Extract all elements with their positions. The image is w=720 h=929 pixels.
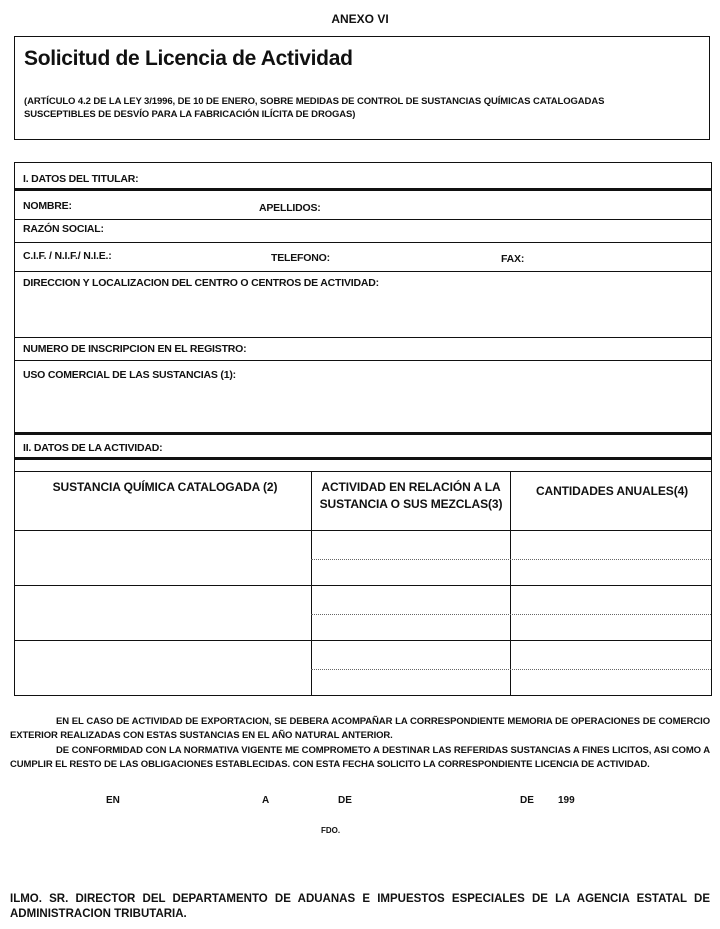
column-header-activity: ACTIVIDAD EN RELACIÓN A LA SUSTANCIA O SUS MEZCLAS(3) [319, 480, 503, 511]
sub-row-line [311, 614, 711, 615]
place-label: EN [106, 795, 120, 806]
month-label: DE [338, 795, 352, 806]
divider [15, 271, 711, 272]
divider [15, 242, 711, 243]
divider [15, 360, 711, 361]
table-row-divider [15, 530, 711, 531]
addressee: ILMO. SR. DIRECTOR DEL DEPARTAMENTO DE ADUANAS E IMPUESTOS ESPECIALES DE LA AGENCIA ESTATAL DE ADMINISTRACION TRIBUTARIA. [10, 893, 710, 920]
day-label: A [262, 795, 270, 806]
column-header-substance: SUSTANCIA QUÍMICA CATALOGADA (2) [52, 480, 278, 494]
column-divider [510, 471, 511, 695]
year-prefix-label: DE [520, 795, 534, 806]
table-row-divider [15, 640, 711, 641]
section1-heading: I. DATOS DEL TITULAR: [23, 173, 139, 185]
divider [15, 457, 711, 460]
inscripcion-label: NUMERO DE INSCRIPCION EN EL REGISTRO: [23, 343, 247, 355]
year-label: 199 [558, 795, 575, 806]
fax-label: FAX: [501, 253, 525, 265]
signature-label: FDO. [321, 826, 341, 835]
nombre-label: NOMBRE: [23, 200, 72, 212]
direccion-label: DIRECCION Y LOCALIZACION DEL CENTRO O CENTROS DE ACTIVIDAD: [23, 277, 379, 289]
form-body [14, 162, 712, 696]
divider [15, 337, 711, 338]
form-title: Solicitud de Licencia de Actividad [24, 47, 353, 70]
commitment-text: DE CONFORMIDAD CON LA NORMATIVA VIGENTE ME COMPROMETO A DESTINAR LAS REFERIDAS SUSTANCIAS A FINES LICITOS, ASI COMO A CUMPLIR EL RESTO DE LAS OBLIGACIONES ESTABLECIDAS. CON ESTA FECHA SOLICITO LA CORRESPONDIENTE LICENCIA DE ACTIVIDAD. [10, 745, 710, 770]
form-subtitle: (ARTÍCULO 4.2 DE LA LEY 3/1996, DE 10 DE ENERO, SOBRE MEDIDAS DE CONTROL DE SUSTANCIAS QUÍMICAS CATALOGADAS SUSCEPTIBLES DE DESVÍO PARA LA FABRICACIÓN ILÍCITA DE DROGAS) [24, 96, 605, 120]
section2-heading: II. DATOS DE LA ACTIVIDAD: [23, 442, 163, 454]
telefono-label: TELEFONO: [271, 252, 330, 264]
annex-label: ANEXO VI [331, 12, 389, 26]
sub-row-line [311, 559, 711, 560]
razon-social-label: RAZÓN SOCIAL: [23, 223, 104, 235]
export-note: EN EL CASO DE ACTIVIDAD DE EXPORTACION, SE DEBERA ACOMPAÑAR LA CORRESPONDIENTE MEMORIA DE OPERACIONES DE COMERCIO EXTERIOR REALIZADAS CON ESTAS SUSTANCIAS EN EL AÑO NATURAL ANTERIOR. [10, 716, 710, 741]
column-header-quantities: CANTIDADES ANUALES(4) [535, 484, 689, 498]
divider [15, 432, 711, 435]
divider [15, 471, 711, 472]
column-divider [311, 471, 312, 695]
divider [15, 188, 711, 191]
apellidos-label: APELLIDOS: [259, 202, 321, 214]
sub-row-line [311, 669, 711, 670]
divider [15, 219, 711, 220]
cif-label: C.I.F. / N.I.F./ N.I.E.: [23, 250, 112, 262]
table-row-divider [15, 585, 711, 586]
uso-label: USO COMERCIAL DE LAS SUSTANCIAS (1): [23, 369, 236, 381]
